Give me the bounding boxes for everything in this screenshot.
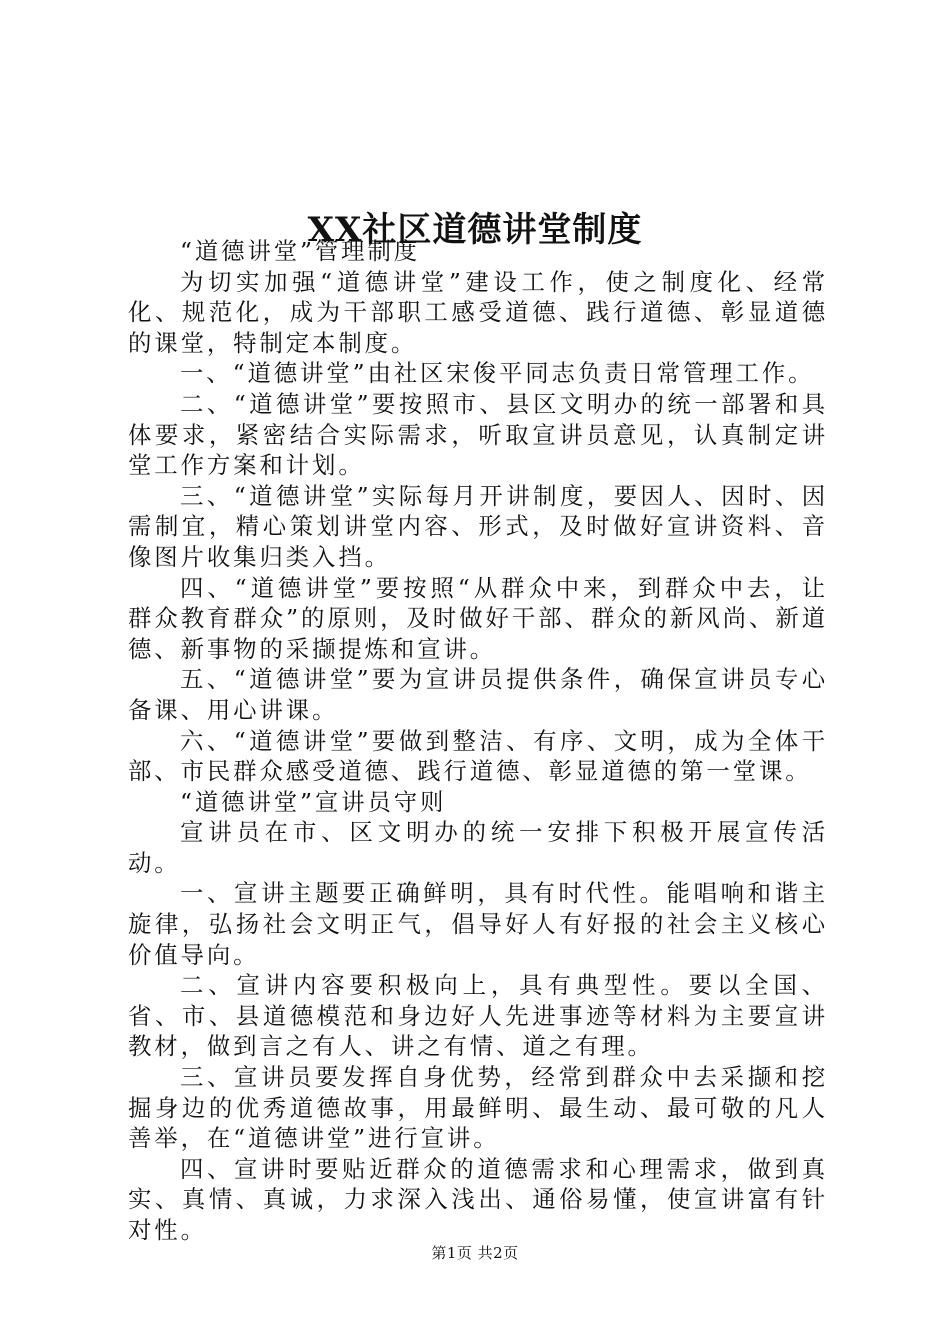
section-heading-speaker-rules: “道德讲堂”宣讲员守则 [180,787,447,816]
paragraph-speaker-intro: 宣讲员在市、区文明办的统一安排下积极开展宣传活动。 [128,818,828,877]
section-heading-management: “道德讲堂”管理制度 [180,237,421,265]
paragraph-rule-3: 三、“道德讲堂”实际每月开讲制度，要因人、因时、因需制宜，精心策划讲堂内容、形式，及时做好宣讲资料、音像图片收集归类入挡。 [128,481,828,571]
paragraph-intro: 为切实加强“道德讲堂”建设工作，使之制度化、经常化、规范化，成为干部职工感受道德、践行道德、彰显道德的课堂，特制定本制度。 [128,267,828,357]
document-body [128,236,828,1246]
paragraph-speaker-rule-2: 二、宣讲内容要积极向上，具有典型性。要以全国、省、市、县道德模范和身边好人先进事迹等材料为主要宣讲教材，做到言之有人、讲之有情、道之有理。 [128,971,828,1061]
document-title: XX社区道德讲堂制度 [307,209,643,250]
paragraph-rule-5: 五、“道德讲堂”要为宣讲员提供条件，确保宣讲员专心备课、用心讲课。 [128,665,828,724]
paragraph-rule-6: 六、“道德讲堂”要做到整洁、有序、文明，成为全体干部、市民群众感受道德、践行道德、彰显道德的第一堂课。 [128,726,828,786]
paragraph-rule-1: 一、“道德讲堂”由社区宋俊平同志负责日常管理工作。 [180,359,815,388]
paragraph-speaker-rule-1: 一、宣讲主题要正确鲜明，具有时代性。能唱响和谐主旋律，弘扬社会文明正气，倡导好人有好报的社会主义核心价值导向。 [128,879,828,969]
paragraph-speaker-rule-3: 三、宣讲员要发挥自身优势，经常到群众中去采撷和挖掘身边的优秀道德故事，用最鲜明、最生动、最可敬的凡人善举，在“道德讲堂”进行宣讲。 [128,1063,828,1153]
paragraph-speaker-rule-4: 四、宣讲时要贴近群众的道德需求和心理需求，做到真实、真情、真诚，力求深入浅出、通俗易懂，使宣讲富有针对性。 [128,1154,828,1244]
paragraph-rule-2: 二、“道德讲堂”要按照市、县区文明办的统一部署和具体要求，紧密结合实际需求，听取宣讲员意见，认真制定讲堂工作方案和计划。 [128,389,828,480]
page-number-footer: 第1页 共2页 [431,1244,519,1262]
paragraph-rule-4: 四、“道德讲堂”要按照“从群众中来，到群众中去，让群众教育群众”的原则，及时做好干部、群众的新风尚、新道德、新事物的采撷提炼和宣讲。 [128,573,828,663]
